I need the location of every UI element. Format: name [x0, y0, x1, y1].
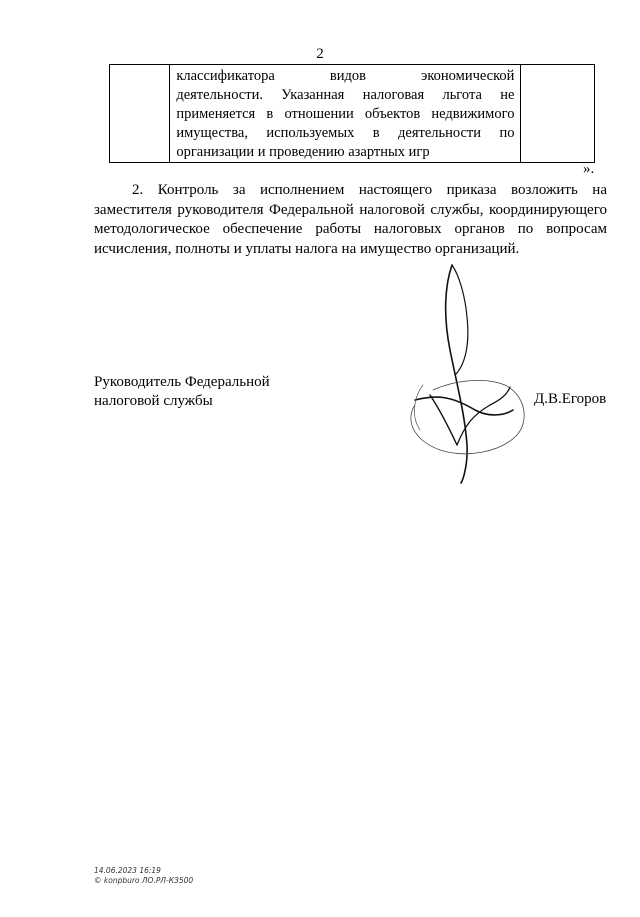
signatory-title-line: налоговой службы	[94, 393, 213, 409]
signatory-title	[94, 373, 270, 411]
paragraph-line: исчисления, полноты и уплаты налога на имущество организаций.	[94, 240, 520, 257]
signatory-name: Д.В.Егоров	[534, 391, 607, 407]
signatory-title-line: Руководитель Федеральной	[94, 374, 270, 390]
table-text-line: имущества, используемых в деятельности по	[176, 125, 515, 141]
paragraph-line: 2. Контроль за исполнением настоящего приказа возложить на	[132, 182, 607, 198]
signature-icon	[395, 255, 535, 485]
continuation-table	[109, 64, 595, 163]
table-cell-text	[170, 65, 521, 163]
page-number: 2	[316, 46, 324, 62]
table-cell-empty-left	[110, 65, 170, 163]
paragraph-2	[94, 181, 607, 259]
table-text-line: организации и проведению азартных игр	[176, 144, 430, 160]
table-text-line: применяется в отношении объектов недвижимого	[176, 106, 515, 122]
table-text-line: деятельности. Указанная налоговая льгота не	[176, 87, 515, 103]
footer-timestamp: 14.06.2023 16:19	[94, 866, 161, 875]
table-cell-empty-right	[521, 65, 595, 163]
closing-quote: ».	[583, 161, 595, 177]
print-footer	[94, 866, 193, 886]
table-row	[110, 65, 595, 163]
table-text-line: классификатора видов экономической	[176, 68, 515, 84]
footer-device: © konpburo ЛО.РЛ-КЗ500	[94, 876, 194, 885]
paragraph-line: заместителя руководителя Федеральной налоговой службы, координирующего	[94, 201, 607, 218]
paragraph-line: методологическое обеспечение работы налоговых органов по вопросам	[94, 221, 607, 237]
